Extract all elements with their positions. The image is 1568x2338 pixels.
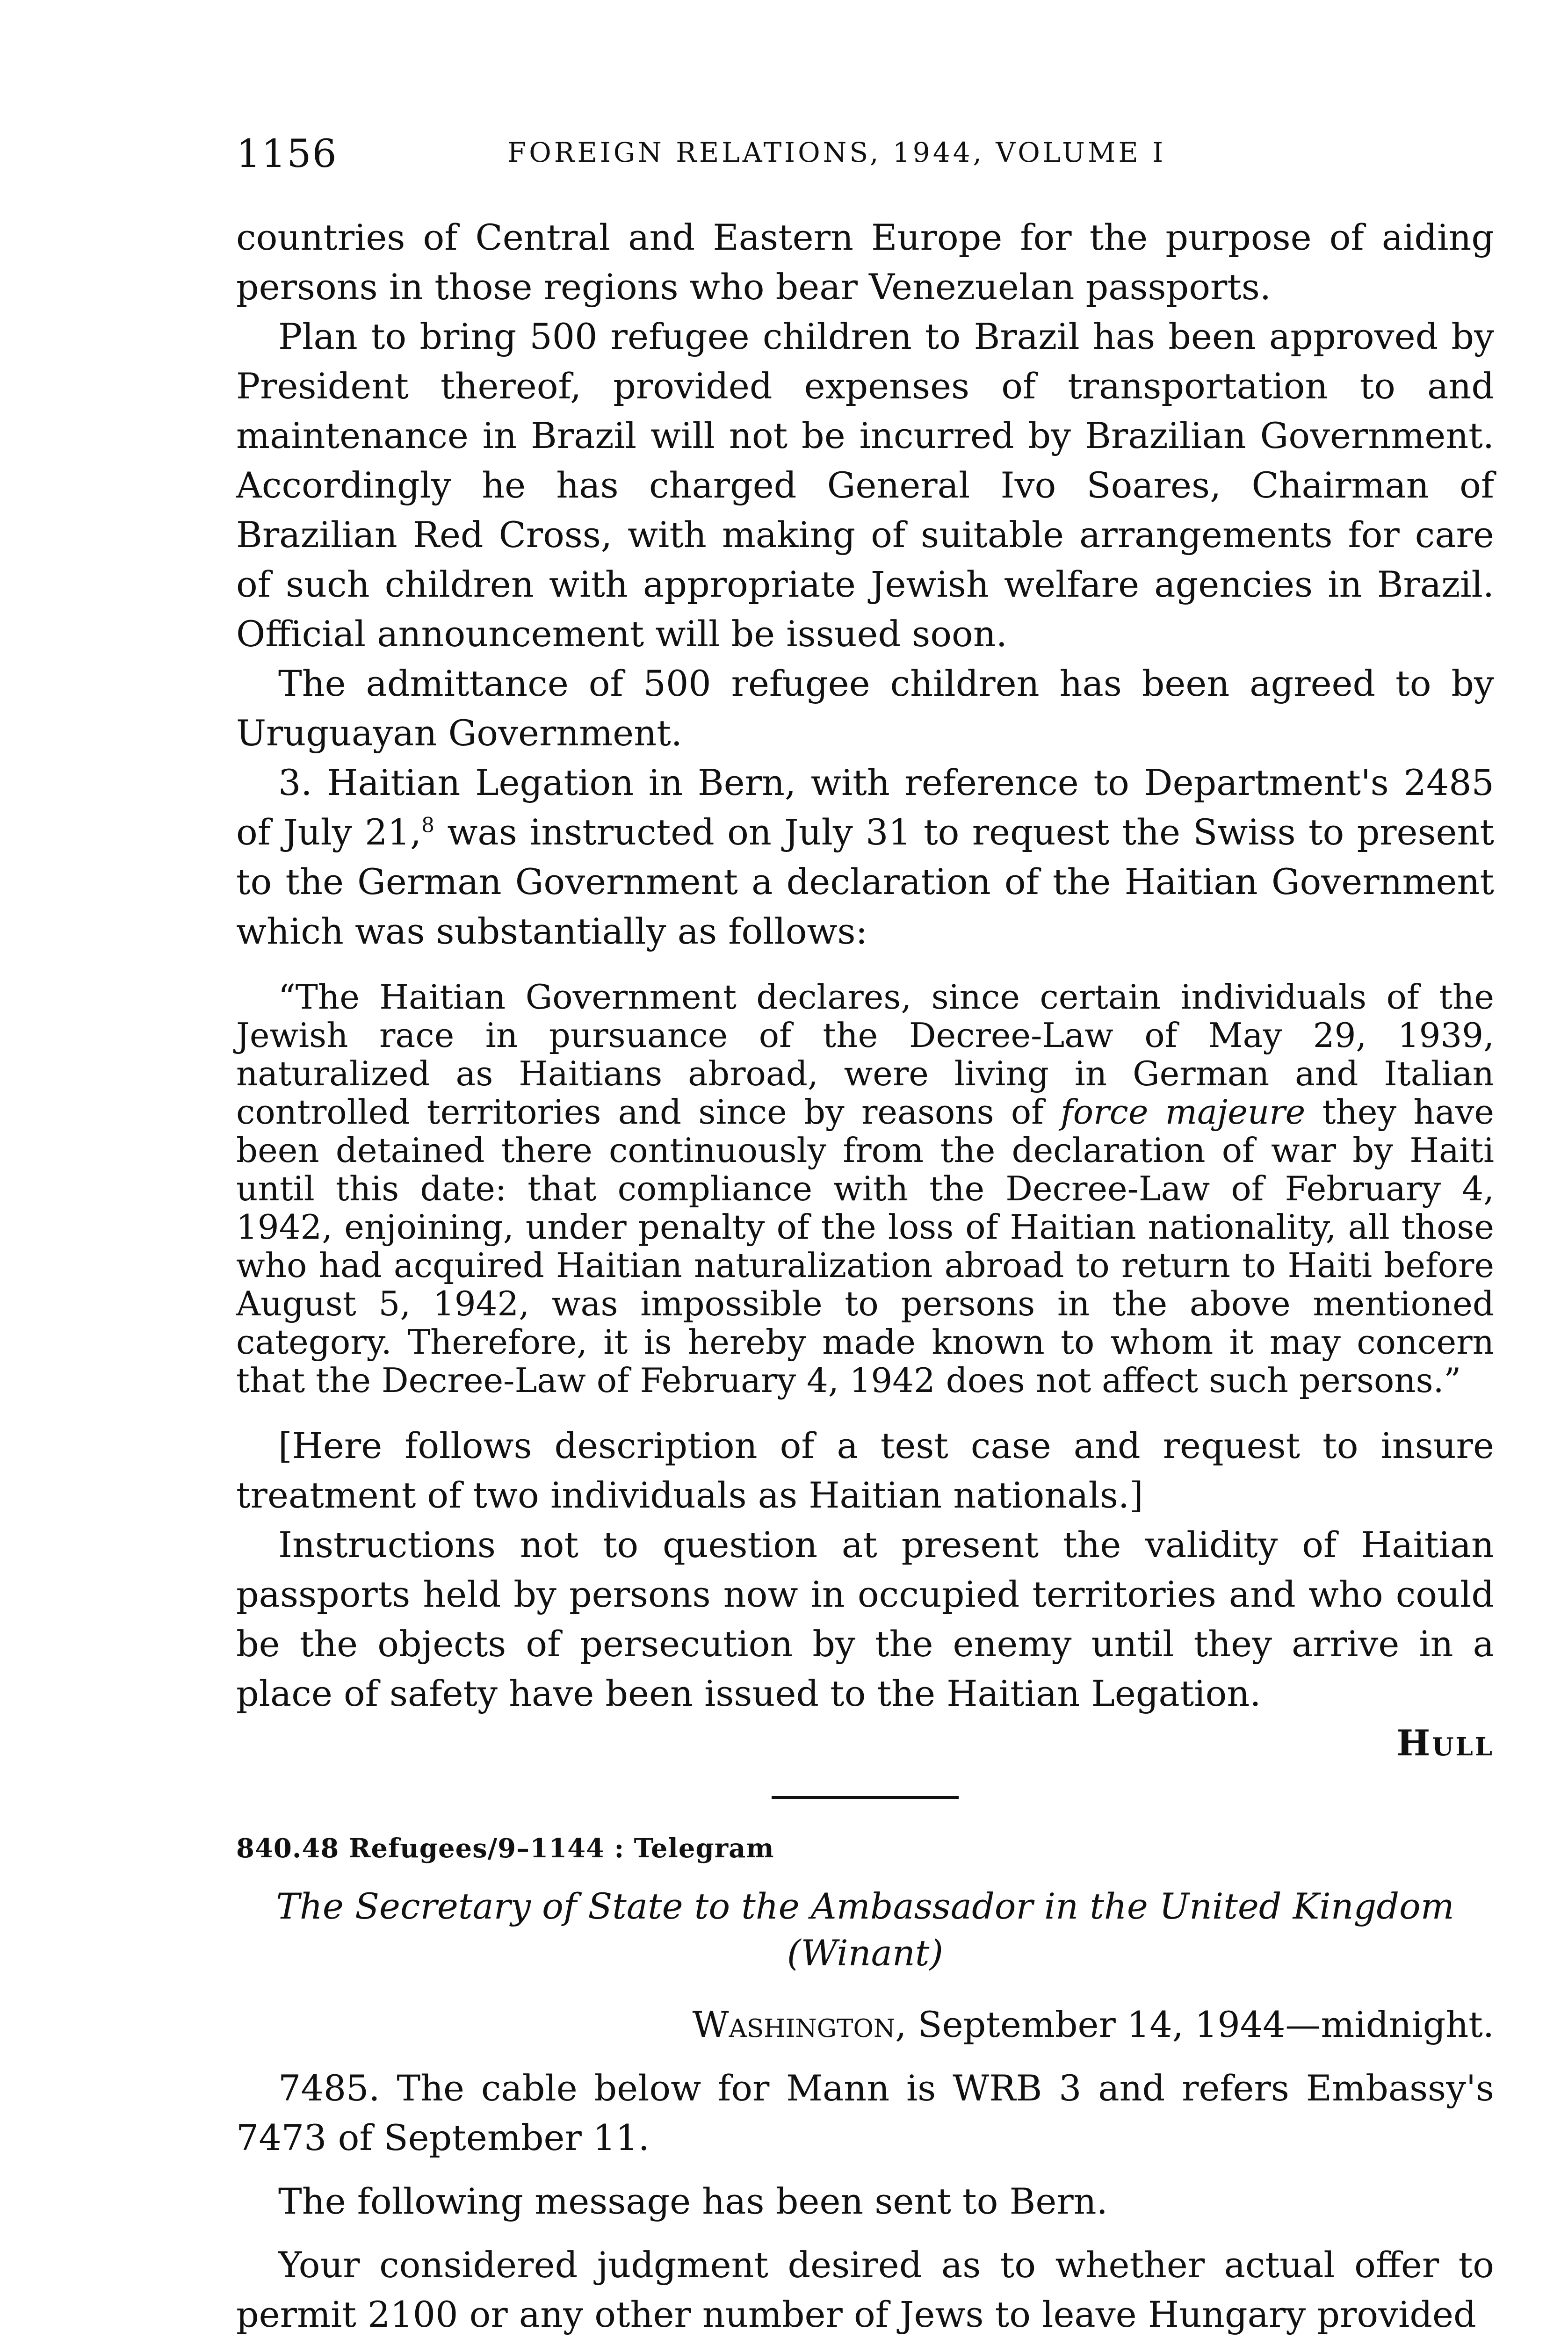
running-head [236,132,1494,183]
footnote-reference: 8 [421,813,435,837]
document-page [236,0,1494,2338]
section-divider [772,1796,959,1799]
dateline [236,2000,1494,2049]
page-number: 1156 [236,132,338,176]
haitian-declaration-quote [236,978,1494,1400]
dateline-date: , September 14, 1944—midnight. [895,2004,1494,2045]
quote-italic-phrase: force majeure [1061,1092,1306,1132]
dateline-place: Washington [692,2004,896,2045]
body-text [236,213,1494,2338]
paragraph-instructions: Instructions not to question at present the validity of Haitian passports held by persons now in occupied territories and who could be the objects of persecution by the enemy until they arrive in a place of safety have been issued to the Haitian Legation. [236,1524,1494,1714]
telegram-paragraph-1: 7485. The cable below for Mann is WRB 3 and refers Embassy's 7473 of September 11. [236,2067,1494,2158]
document-title-line-2: (Winant) [787,1932,944,1974]
paragraph-continuation: countries of Central and Eastern Europe for the purpose of aiding persons in those regions who bear Venezuelan passports. [236,216,1494,308]
editorial-note: [Here follows description of a test case and request to insure treatment of two individuals as Haitian nationals.] [236,1425,1494,1516]
telegram-paragraph-3: Your considered judgment desired as to whether actual offer to permit 2100 or any other number of Jews to leave Hungary provided [236,2244,1494,2335]
quote-text-1: “The Haitian Government declares, since certain individuals of the Jewish race in pursuance of the Decree-Law of May 29, 1939, naturalized as Haitians abroad, were living in German and Italian controlled territories and since by reasons of [236,977,1494,1132]
paragraph-haitian-legation-text-2: was instructed on July 31 to request the Swiss to present to the German Government a declaration of the Haitian Government which was substantially as follows: [236,811,1494,952]
paragraph-uruguay: The admittance of 500 refugee children has been agreed to by Uruguayan Government. [236,663,1494,754]
header-title: FOREIGN RELATIONS, 1944, VOLUME I [507,137,1166,168]
file-reference: 840.48 Refugees/9–1144 : Telegram [236,1833,774,1864]
document-title [236,1883,1494,1977]
paragraph-haitian-legation [236,758,1494,956]
quote-text-2: they have been detained there continuously from the declaration of war by Haiti until this date: that compliance with the Decree-Law of February 4, 1942, enjoining, under penalty of the loss of Haitian nationality, all those who had acquired Haitian naturalization abroad to return to Haiti before August 5, 1942, was impossible to persons in the above mentioned category. Therefore, it is hereby made known to whom it may concern that the Decree-Law of February 4, 1942 does not affect such persons.” [236,1092,1494,1400]
document-title-line-1: The Secretary of State to the Ambassador in the United Kingdom [276,1885,1454,1927]
paragraph-haitian-legation-text-1: 3. Haitian Legation in Bern, with reference to Department's 2485 of July 21, [236,762,1494,853]
signature: Hull [1396,1722,1494,1764]
telegram-paragraph-2: The following message has been sent to Bern. [278,2180,1108,2222]
paragraph-brazil: Plan to bring 500 refugee children to Brazil has been approved by President thereof, provided expenses of transportation to and maintenance in Brazil will not be incurred by Brazilian Government. Accordingly he has charged General Ivo Soares, Chairman of Brazilian Red Cross, with making of suitable arrangements for care of such children with appropriate Jewish welfare agencies in Brazil. Official announcement will be issued soon. [236,316,1494,655]
